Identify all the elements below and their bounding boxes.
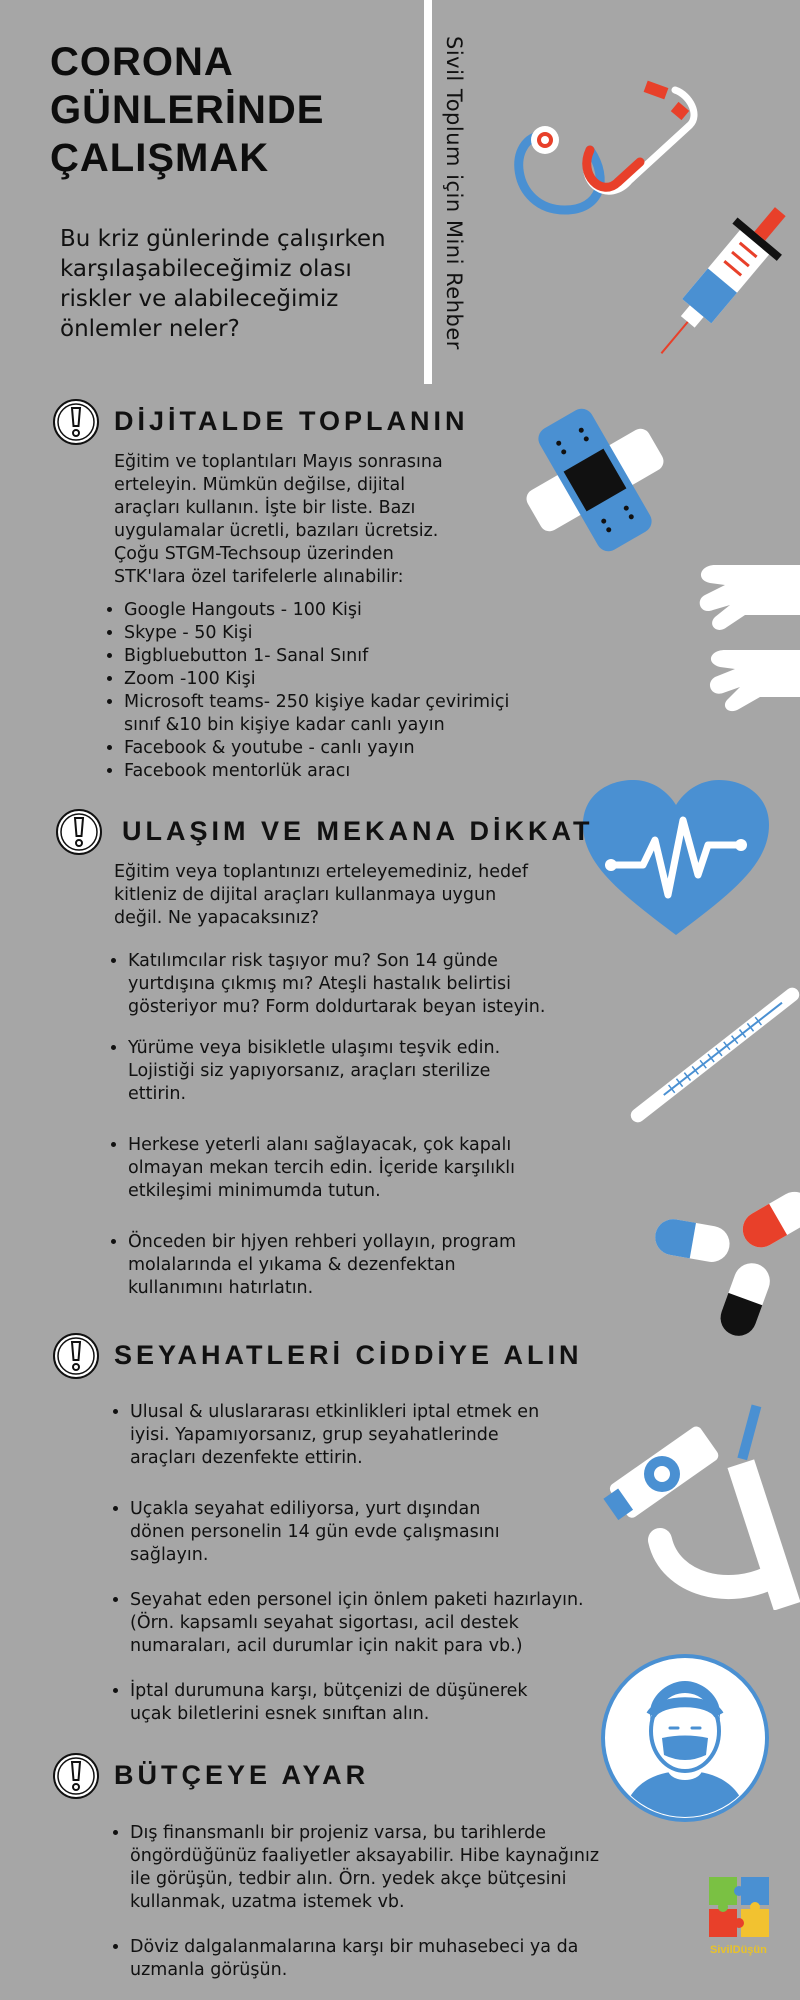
list-item: • Katılımcılar risk taşıyor mu? Son 14 günde yurtdışına çıkmış mı? Ateşli hastalık belirtisi gösteriyor mu? Form doldurtarak beyan isteyin.	[128, 950, 548, 1019]
list-item: • Ulusal & uluslararası etkinlikleri iptal etmek en iyisi. Yapamıyorsanız, grup seyahatlerinde araçları dezenfekte ettirin.	[130, 1401, 550, 1470]
intro-text: Bu kriz günlerinde çalışırken karşılaşabileceğimiz olası riskler ve alabileceğimiz önlemler neler?	[60, 226, 386, 342]
list-item: • Facebook & youtube - canlı yayın	[124, 737, 554, 760]
syringe-icon	[640, 200, 800, 370]
section-paragraph-transport: Eğitim veya toplantınızı erteleyemediniz, hedef kitleniz de dijital araçları kullanmaya uygun değil. Ne yapacaksınız?	[114, 862, 529, 928]
transport-list	[106, 950, 548, 1318]
vertical-subtitle: Sivil Toplum için Mini Rehber	[442, 36, 466, 350]
warning-icon	[55, 808, 103, 856]
list-item: • Herkese yeterli alanı sağlayacak, çok kapalı olmayan mekan tercih edin. İçeride karşılıklı etkileşimi minimumda tutun.	[128, 1134, 548, 1203]
list-item: • Zoom -100 Kişi	[124, 668, 554, 691]
tools-list	[102, 599, 554, 783]
travel-list	[108, 1401, 620, 1744]
list-item: • Microsoft teams- 250 kişiye kadar çevirimiçi sınıf &10 bin kişiye kadar canlı yayın	[124, 691, 524, 737]
list-item: • Dış finansmanlı bir projeniz varsa, bu tarihlerde öngördüğünüz faaliyetler aksayabilir. Hibe kaynağınız ile görüşün, tedbir alın. Örn. yedek akçe bütçesini kullanmak, uzatma istemek vb.	[130, 1822, 620, 1914]
page-title	[50, 38, 390, 182]
thermometer-icon	[630, 980, 800, 1130]
list-item: • Skype - 50 Kişi	[124, 622, 554, 645]
section-paragraph-digital: Eğitim ve toplantıları Mayıs sonrasına erteleyin. Mümkün değilse, dijital araçları kullanın. İşte bir liste. Bazı uygulamalar ücretli, bazıları ücretsiz. Çoğu STGM-Techsoup üzerinden STK'lara özel tarifelerle alınabilir:	[114, 452, 443, 587]
warning-icon	[52, 1332, 100, 1380]
section-title-budget: BÜTÇEYE AYAR	[114, 1760, 370, 1790]
list-item: • Facebook mentorlük aracı	[124, 760, 554, 783]
section-title-travel: SEYAHATLERİ CİDDİYE ALIN	[114, 1340, 583, 1370]
list-item: • Yürüme veya bisikletle ulaşımı teşvik edin. Lojistiği siz yapıyorsanız, araçları sterilize ettirin.	[128, 1037, 548, 1106]
section-title-transport: ULAŞIM VE MEKANA DİKKAT	[122, 816, 594, 846]
title-line-2: GÜNLERİNDE	[50, 88, 325, 132]
pills-icon	[650, 1185, 800, 1345]
section-title-digital: DİJİTALDE TOPLANIN	[114, 406, 469, 436]
list-item: • İptal durumuna karşı, bütçenizi de düşünerek uçak biletlerini esnek sınıftan alın.	[130, 1680, 550, 1726]
logo-text: SivilDüşün	[710, 1944, 767, 1956]
gloves-icon	[685, 555, 800, 720]
divider-bar	[424, 0, 432, 384]
list-item: • Uçakla seyahat ediliyorsa, yurt dışından dönen personelin 14 gün evde çalışmasını sağlayın.	[130, 1498, 520, 1567]
microscope-icon	[600, 1400, 800, 1610]
warning-icon	[52, 398, 100, 446]
warning-icon	[52, 1752, 100, 1800]
title-line-3: ÇALIŞMAK	[50, 136, 270, 180]
bandage-icon	[520, 405, 670, 555]
list-item: • Önceden bir hjyen rehberi yollayın, program molalarında el yıkama & dezenfektan kullanımını hatırlatın.	[128, 1231, 548, 1300]
list-item: • Seyahat eden personel için önlem paketi hazırlayın. (Örn. kapsamlı seyahat sigortası, acil destek numaraları, acil durumlar için nakit para vb.)	[130, 1589, 620, 1658]
heart-pulse-icon	[583, 780, 769, 940]
masked-person-icon	[600, 1653, 770, 1823]
list-item: • Google Hangouts - 100 Kişi	[124, 599, 554, 622]
title-line-1: CORONA	[50, 40, 234, 84]
budget-list	[108, 1822, 620, 2000]
puzzle-logo-icon	[707, 1875, 771, 1939]
list-item: • Döviz dalgalanmalarına karşı bir muhasebeci ya da uzmanla görüşün.	[130, 1936, 580, 1982]
list-item: • Bigbluebutton 1- Sanal Sınıf	[124, 645, 554, 668]
